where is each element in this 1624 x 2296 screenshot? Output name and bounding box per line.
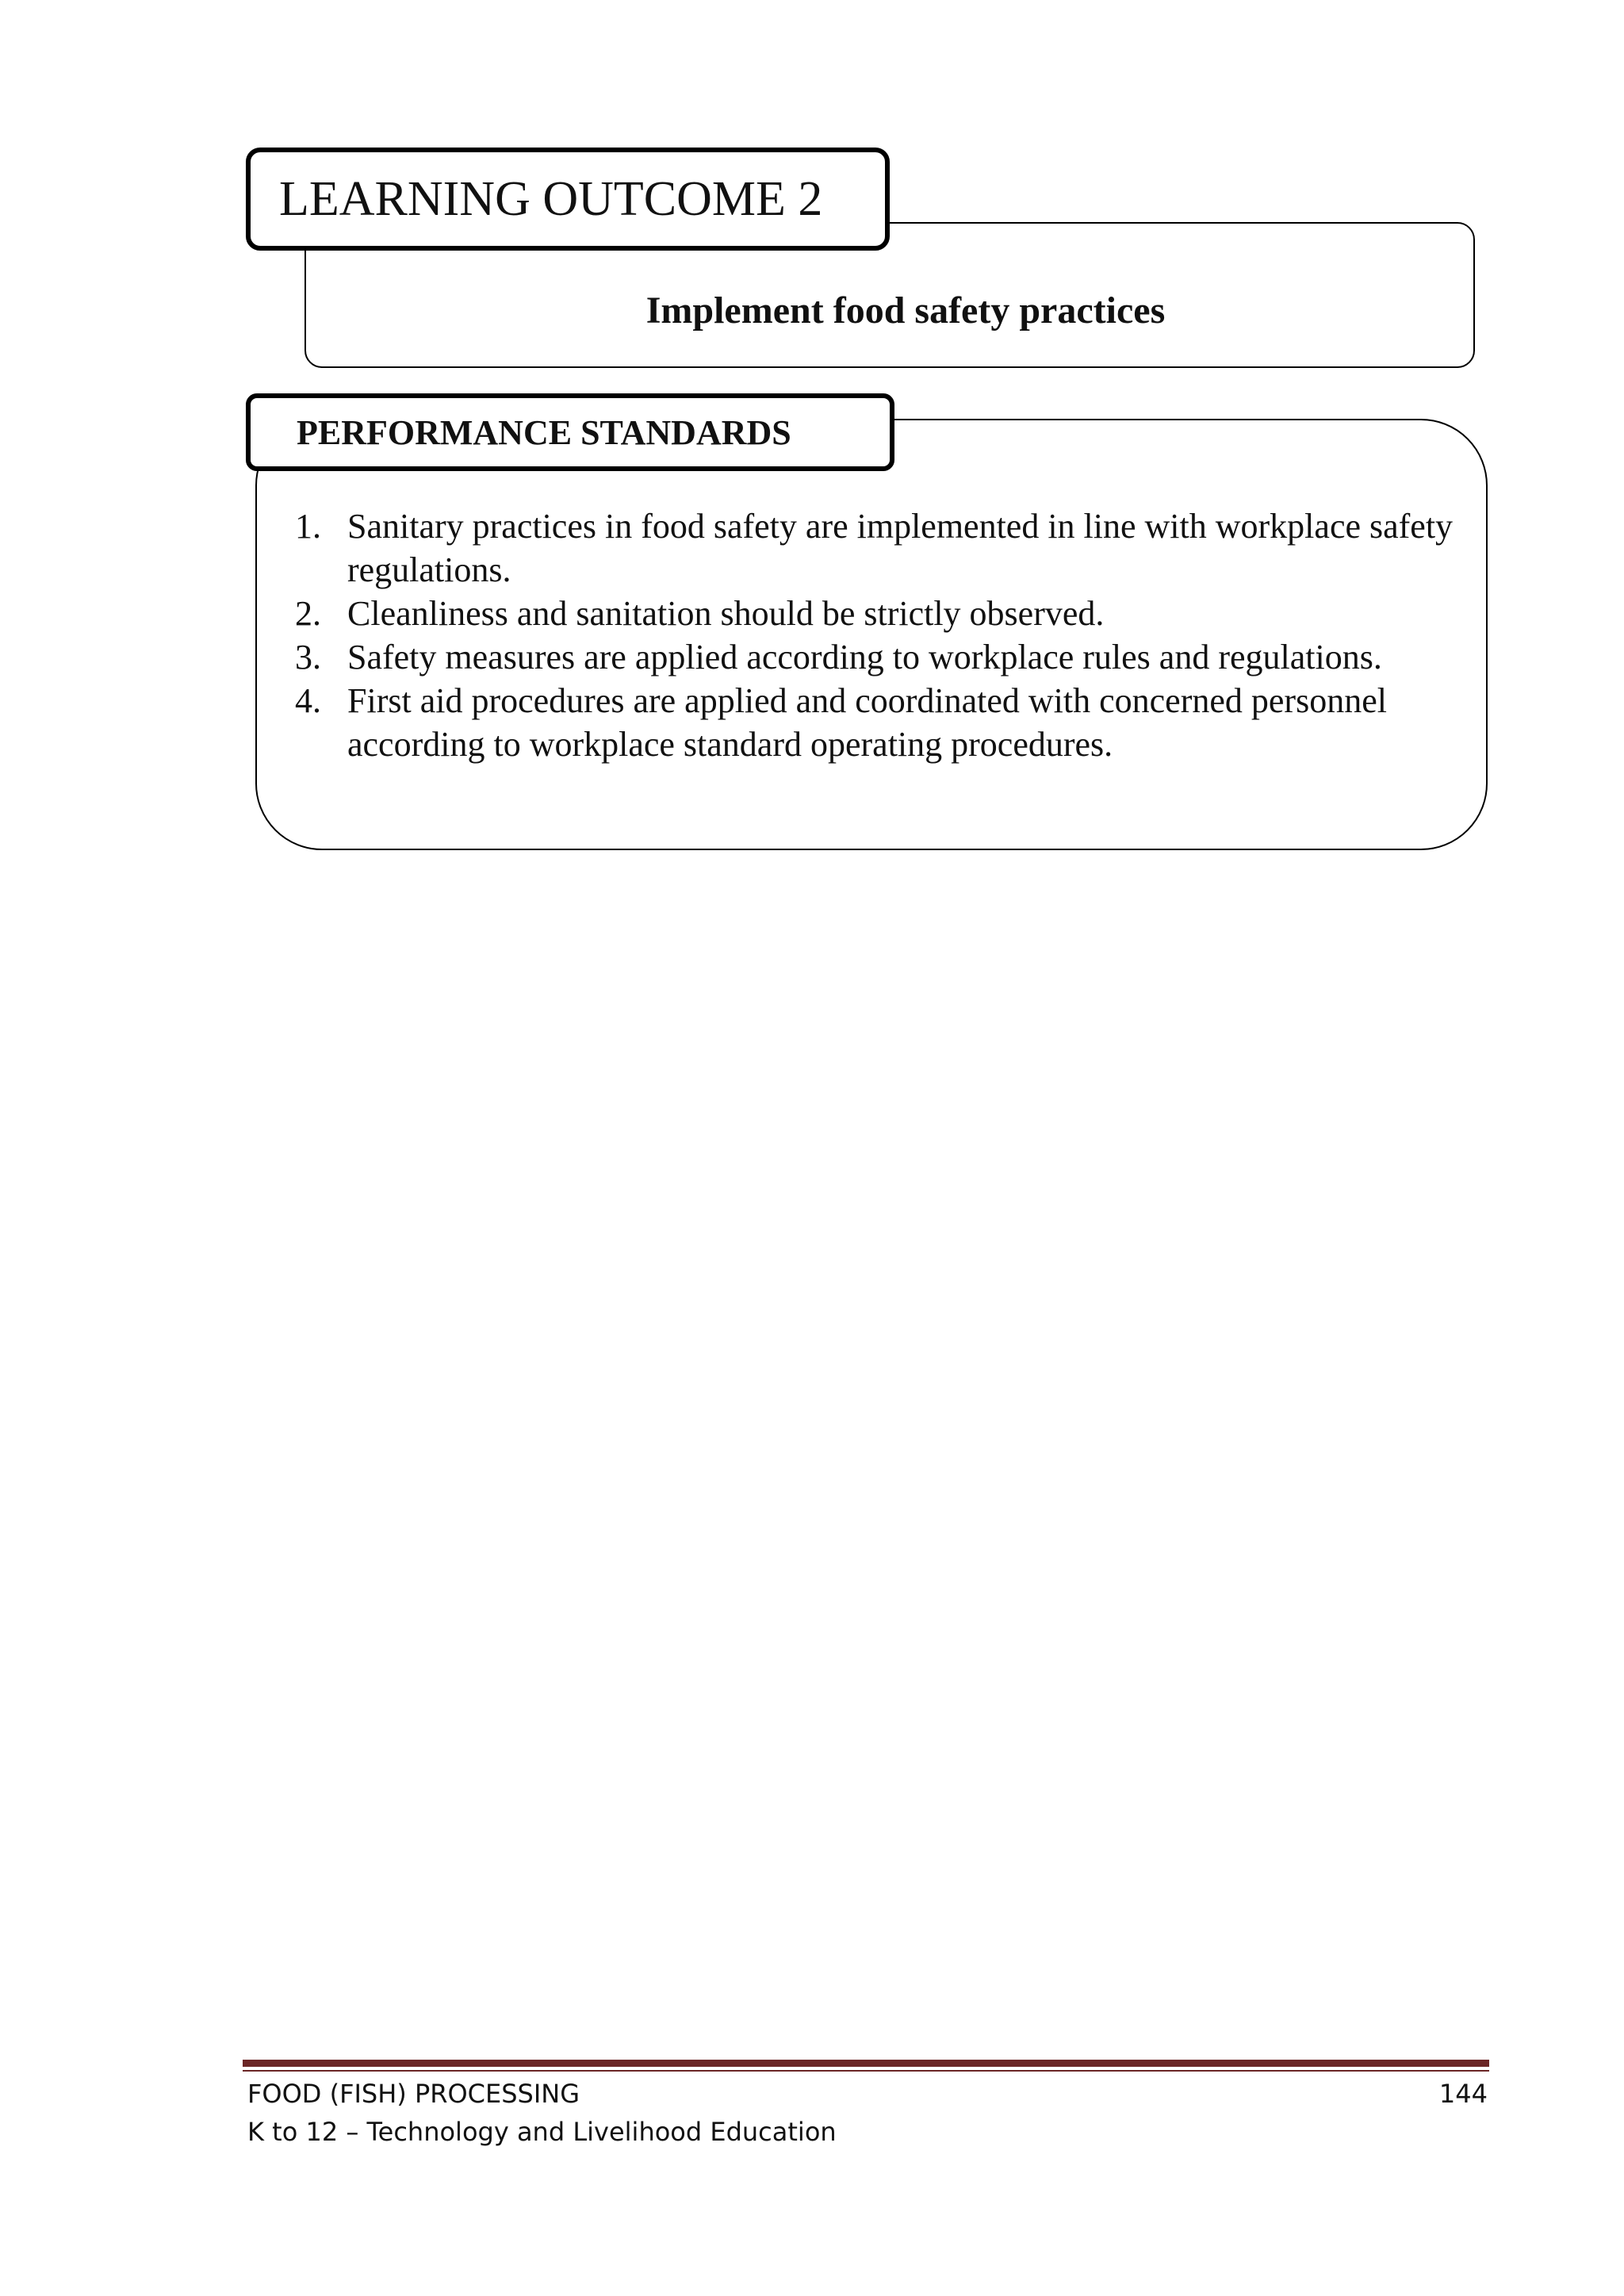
list-item [295,679,1461,766]
performance-standards-title: PERFORMANCE STANDARDS [297,412,791,452]
list-item-number: 3. [295,638,321,677]
list-item-number: 2. [295,594,321,633]
list-item-text: First aid procedures are applied and coordinated with concerned personnel according to workplace standard operating procedures. [347,681,1387,764]
list-item-number: 4. [295,681,321,720]
list-item-number: 1. [295,507,321,546]
performance-standards-tab [246,393,894,471]
list-item [295,592,1461,635]
performance-standards-list [295,504,1461,766]
learning-outcome-subtitle: Implement food safety practices [645,289,1166,332]
list-item-text: Sanitary practices in food safety are implemented in line with workplace safety regulations. [347,507,1454,589]
list-item-text: Cleanliness and sanitation should be strictly observed. [347,594,1105,633]
list-item-text: Safety measures are applied according to workplace rules and regulations. [347,638,1382,677]
footer-rule-thin [243,2070,1489,2072]
learning-outcome-title: LEARNING OUTCOME 2 [279,171,823,226]
footer-program-title: K to 12 – Technology and Livelihood Education [247,2117,837,2147]
footer-rule-thick [243,2060,1489,2067]
footer-text [247,2075,837,2151]
list-item [295,504,1461,592]
learning-outcome-tab [246,148,890,251]
footer-course-title: FOOD (FISH) PROCESSING [247,2079,580,2109]
page-number: 144 [1438,2079,1488,2109]
list-item [295,635,1461,679]
